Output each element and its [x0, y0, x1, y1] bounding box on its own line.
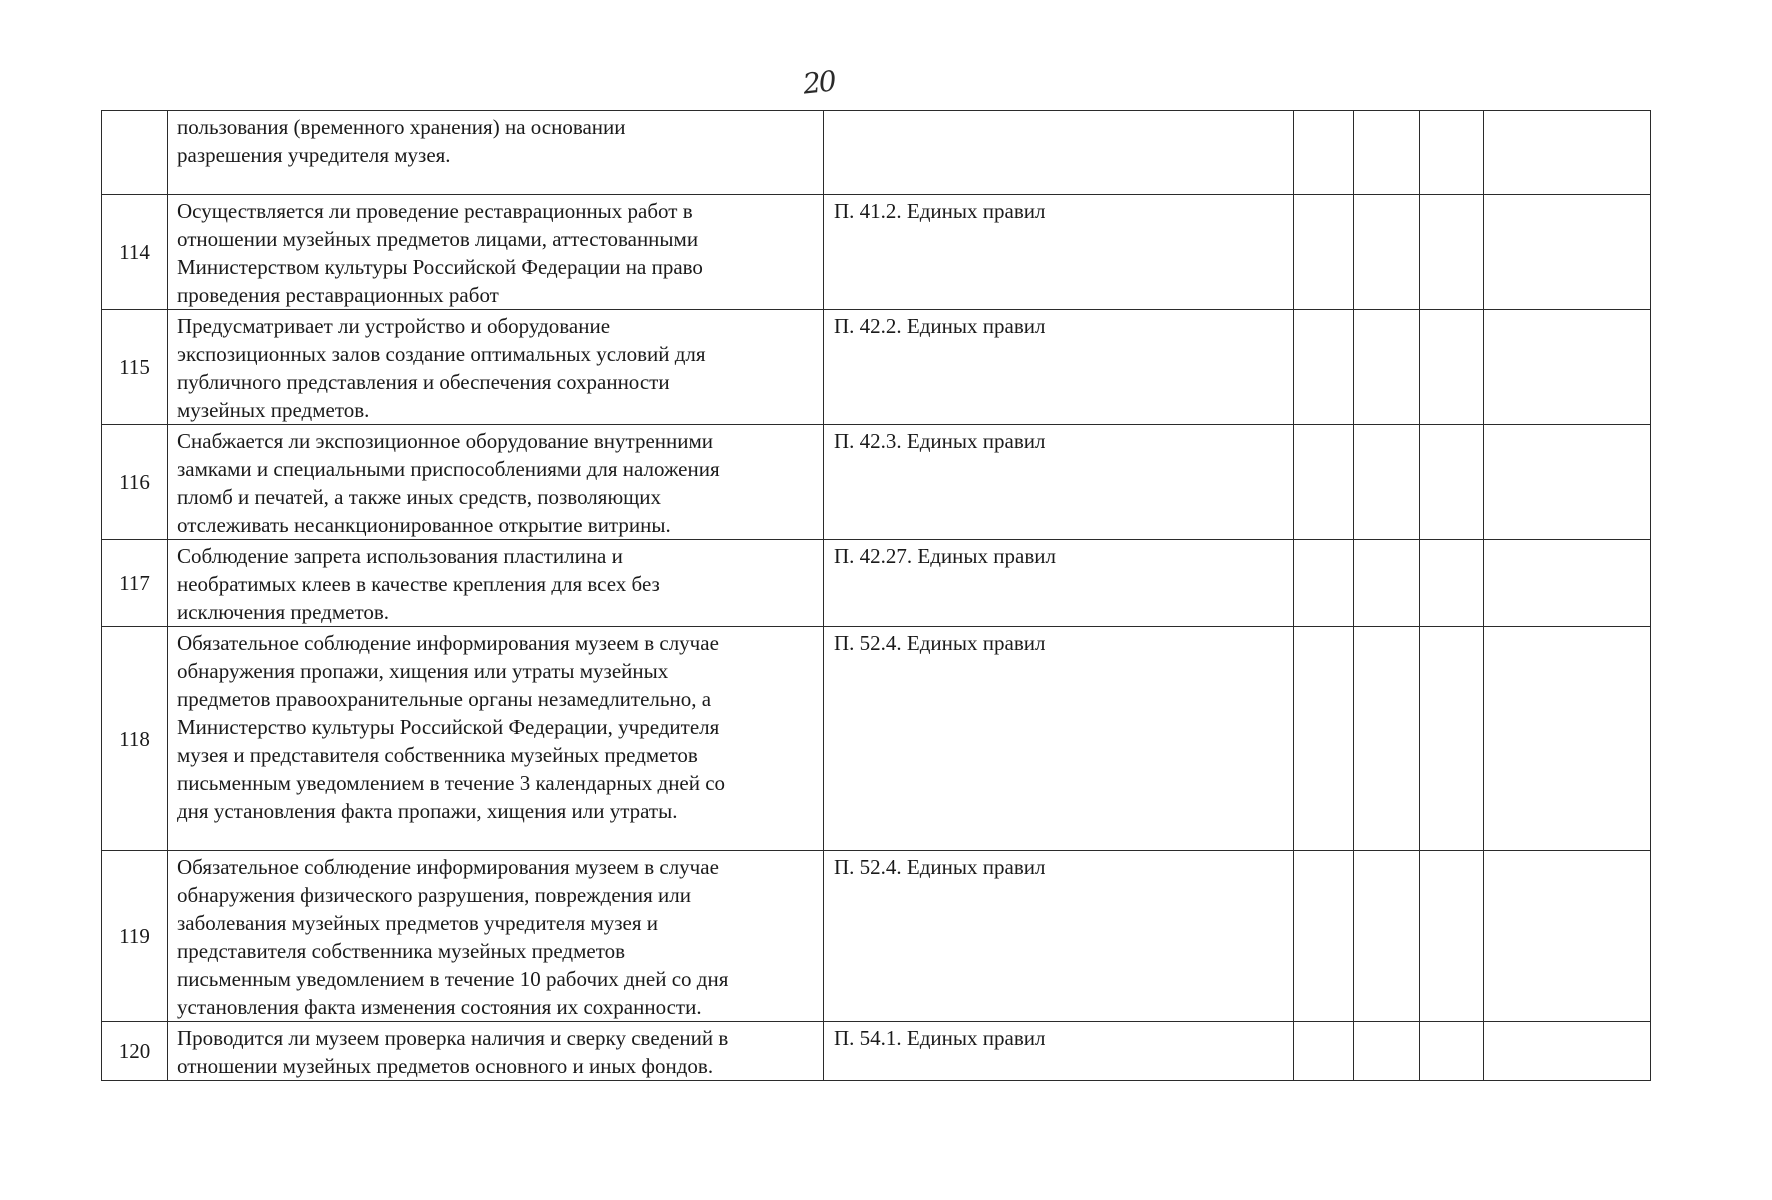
answer-na-cell: [1420, 195, 1484, 310]
answer-yes-cell: [1294, 195, 1354, 310]
checklist-table: [101, 110, 1651, 1081]
row-number: [102, 111, 168, 195]
table-row: [102, 851, 1651, 1022]
legal-reference: П. 42.2. Единых правил: [824, 310, 1294, 425]
answer-yes-cell: [1294, 1022, 1354, 1081]
notes-cell: [1484, 111, 1651, 195]
handwritten-page-number: 20: [801, 64, 837, 101]
notes-cell: [1484, 425, 1651, 540]
notes-cell: [1484, 195, 1651, 310]
answer-yes-cell: [1294, 851, 1354, 1022]
answer-na-cell: [1420, 851, 1484, 1022]
requirement-text: Обязательное соблюдение информирования музеем в случае обнаружения пропажи, хищения или утраты музейных предметов правоохранительные органы незамедлительно, а Министерство культуры Российской Федерации, учредителя музея и представителя собственника музейных предметов письменным уведомлением в течение 3 календарных дней со дня установления факта пропажи, хищения или утраты.: [168, 627, 824, 851]
notes-cell: [1484, 627, 1651, 851]
answer-na-cell: [1420, 540, 1484, 627]
row-number: 120: [102, 1022, 168, 1081]
legal-reference: П. 42.27. Единых правил: [824, 540, 1294, 627]
answer-no-cell: [1354, 851, 1420, 1022]
answer-na-cell: [1420, 627, 1484, 851]
answer-na-cell: [1420, 1022, 1484, 1081]
table-row: [102, 195, 1651, 310]
answer-yes-cell: [1294, 310, 1354, 425]
legal-reference: П. 42.3. Единых правил: [824, 425, 1294, 540]
table-row: [102, 1022, 1651, 1081]
row-number: 119: [102, 851, 168, 1022]
requirement-text: Осуществляется ли проведение реставрационных работ в отношении музейных предметов лицами, аттестованными Министерством культуры Российской Федерации на право проведения реставрационных работ: [168, 195, 824, 310]
answer-no-cell: [1354, 310, 1420, 425]
answer-yes-cell: [1294, 540, 1354, 627]
table-row: [102, 627, 1651, 851]
requirement-text: Соблюдение запрета использования пластилина и необратимых клеев в качестве крепления для всех без исключения предметов.: [168, 540, 824, 627]
notes-cell: [1484, 310, 1651, 425]
answer-na-cell: [1420, 310, 1484, 425]
row-number: 115: [102, 310, 168, 425]
row-number: 117: [102, 540, 168, 627]
legal-reference: [824, 111, 1294, 195]
legal-reference: П. 52.4. Единых правил: [824, 851, 1294, 1022]
notes-cell: [1484, 851, 1651, 1022]
table-row: [102, 540, 1651, 627]
requirement-text: пользования (временного хранения) на основании разрешения учредителя музея.: [168, 111, 824, 195]
requirement-text: Проводится ли музеем проверка наличия и сверку сведений в отношении музейных предметов основного и иных фондов.: [168, 1022, 824, 1081]
row-number: 114: [102, 195, 168, 310]
legal-reference: П. 52.4. Единых правил: [824, 627, 1294, 851]
notes-cell: [1484, 540, 1651, 627]
answer-no-cell: [1354, 540, 1420, 627]
answer-no-cell: [1354, 111, 1420, 195]
answer-na-cell: [1420, 111, 1484, 195]
requirement-text: Снабжается ли экспозиционное оборудование внутренними замками и специальными приспособлениями для наложения пломб и печатей, а также иных средств, позволяющих отслеживать несанкционированное открытие витрины.: [168, 425, 824, 540]
answer-no-cell: [1354, 627, 1420, 851]
row-number: 116: [102, 425, 168, 540]
answer-no-cell: [1354, 195, 1420, 310]
notes-cell: [1484, 1022, 1651, 1081]
answer-yes-cell: [1294, 627, 1354, 851]
legal-reference: П. 54.1. Единых правил: [824, 1022, 1294, 1081]
legal-reference: П. 41.2. Единых правил: [824, 195, 1294, 310]
table-row: [102, 425, 1651, 540]
page-number: [803, 66, 853, 106]
answer-no-cell: [1354, 425, 1420, 540]
answer-na-cell: [1420, 425, 1484, 540]
answer-yes-cell: [1294, 111, 1354, 195]
table-row: [102, 310, 1651, 425]
answer-no-cell: [1354, 1022, 1420, 1081]
requirement-text: Обязательное соблюдение информирования музеем в случае обнаружения физического разрушения, повреждения или заболевания музейных предметов учредителя музея и представителя собственника музейных предметов письменным уведомлением в течение 10 рабочих дней со дня установления факта изменения состояния их сохранности.: [168, 851, 824, 1022]
requirement-text: Предусматривает ли устройство и оборудование экспозиционных залов создание оптимальных условий для публичного представления и обеспечения сохранности музейных предметов.: [168, 310, 824, 425]
answer-yes-cell: [1294, 425, 1354, 540]
table-row: [102, 111, 1651, 195]
row-number: 118: [102, 627, 168, 851]
